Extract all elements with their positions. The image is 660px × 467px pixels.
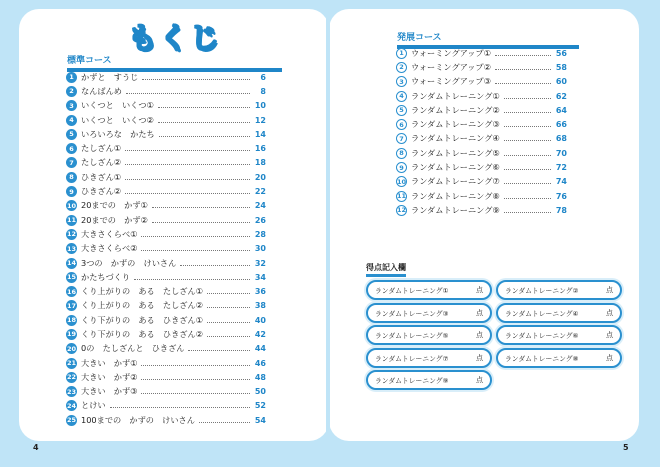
item-number-badge: 24: [66, 401, 77, 410]
toc-item: [66, 299, 266, 313]
item-page-number: 42: [254, 329, 266, 339]
score-entry-label: ランダムトレーニング⑤: [375, 332, 449, 341]
item-number-badge: 17: [66, 301, 77, 310]
score-unit: 点: [476, 308, 483, 317]
dot-leader: [158, 107, 250, 108]
item-page-number: 60: [555, 77, 567, 87]
item-page-number: 68: [555, 134, 567, 144]
item-title: いくつと いくつ②: [81, 114, 154, 125]
dot-leader: [207, 293, 250, 294]
item-title: たしざん②: [81, 157, 122, 168]
item-page-number: 58: [555, 62, 567, 72]
item-page-number: 78: [555, 205, 567, 215]
item-title: ランダムトレーニング①: [411, 90, 500, 101]
item-number-badge: 8: [66, 172, 77, 183]
item-number-badge: 23: [66, 387, 77, 396]
toc-item: [66, 184, 266, 198]
item-page-number: 64: [555, 105, 567, 115]
item-title: 20までの かず②: [81, 214, 148, 225]
toc-item: [396, 203, 567, 217]
toc-item: [66, 213, 266, 227]
dot-leader: [141, 379, 250, 380]
toc-item: [66, 356, 266, 370]
advanced-course-heading-text: 発展コース: [397, 33, 442, 43]
item-page-number: 54: [254, 415, 266, 425]
item-page-number: 6: [260, 72, 266, 82]
toc-item: [66, 327, 266, 341]
item-title: 3つの かずの けいさん: [81, 257, 177, 268]
toc-item: [66, 385, 266, 399]
item-title: ランダムトレーニング⑥: [411, 162, 500, 173]
dot-leader: [199, 422, 250, 423]
item-page-number: 46: [254, 358, 266, 368]
toc-item: [66, 99, 266, 113]
score-section-heading: [366, 262, 406, 277]
dot-leader: [141, 250, 250, 251]
item-page-number: 40: [254, 315, 266, 325]
dot-leader: [504, 212, 551, 213]
dot-leader: [207, 336, 250, 337]
item-page-number: 70: [555, 148, 567, 158]
dot-leader: [180, 265, 250, 266]
score-entry-box[interactable]: [496, 325, 622, 345]
toc-item: [396, 60, 567, 74]
item-number-badge: 21: [66, 359, 77, 368]
item-number-badge: 6: [396, 119, 407, 130]
item-number-badge: 4: [396, 91, 407, 102]
item-number-badge: 18: [66, 316, 77, 325]
score-entry-label: ランダムトレーニング①: [375, 287, 449, 295]
item-title: ウォーミングアップ③: [411, 76, 491, 87]
toc-item: [396, 46, 567, 60]
item-number-badge: 11: [396, 192, 407, 201]
toc-item: [396, 189, 567, 203]
item-number-badge: 12: [66, 230, 77, 239]
item-number-badge: 7: [66, 157, 77, 168]
item-page-number: 76: [555, 191, 567, 201]
dot-leader: [152, 207, 250, 208]
item-number-badge: 4: [66, 115, 77, 126]
item-title: ひきざん①: [81, 171, 122, 182]
score-entry-box[interactable]: [496, 303, 622, 323]
dot-leader: [207, 322, 250, 323]
item-number-badge: 3: [66, 100, 77, 111]
item-title: くり上がりの ある たしざん②: [81, 300, 203, 311]
item-number-badge: 2: [66, 86, 77, 97]
dot-leader: [504, 155, 551, 156]
item-title: 100までの かずの けいさん: [81, 414, 195, 425]
page-gutter: [326, 9, 330, 441]
item-page-number: 20: [254, 172, 266, 182]
dot-leader: [125, 150, 250, 151]
item-number-badge: 5: [396, 105, 407, 116]
toc-item: [66, 227, 266, 241]
dot-leader: [504, 112, 551, 113]
item-number-badge: 11: [66, 216, 77, 225]
item-number-badge: 9: [396, 162, 407, 173]
dot-leader: [495, 55, 551, 56]
item-title: 大きさくらべ②: [81, 243, 138, 254]
toc-item: [396, 103, 567, 117]
toc-item: [66, 413, 266, 427]
item-title: くり上がりの ある たしざん①: [81, 286, 203, 297]
score-unit: 点: [606, 331, 613, 340]
dot-leader: [158, 122, 250, 123]
item-page-number: 18: [254, 158, 266, 168]
dot-leader: [504, 183, 551, 184]
score-entry-box[interactable]: [496, 348, 622, 368]
item-number-badge: 13: [66, 244, 77, 253]
score-entry-box[interactable]: [366, 325, 492, 345]
score-unit: 点: [606, 308, 613, 317]
item-title: ひきざん②: [81, 186, 122, 197]
score-entry-label: ランダムトレーニング⑦: [375, 354, 449, 363]
item-number-badge: 16: [66, 287, 77, 296]
score-entry-box[interactable]: [366, 303, 492, 323]
item-page-number: 74: [555, 177, 567, 187]
toc-item: [66, 141, 266, 155]
toc-item: [396, 117, 567, 131]
score-unit: 点: [476, 331, 483, 340]
dot-leader: [152, 222, 250, 223]
item-title: 0の たしざんと ひきざん: [81, 343, 185, 354]
item-page-number: 28: [254, 229, 266, 239]
score-entry-label: ランダムトレーニング④: [505, 309, 579, 318]
item-page-number: 14: [254, 129, 266, 139]
score-entry-label: ランダムトレーニング⑧: [505, 354, 579, 363]
item-title: ウォーミングアップ②: [411, 61, 491, 72]
score-unit: 点: [476, 286, 483, 294]
toc-item: [66, 313, 266, 327]
item-title: とけい: [81, 400, 106, 411]
item-title: 大きい かず③: [81, 386, 138, 397]
item-number-badge: 9: [66, 186, 77, 197]
item-page-number: 10: [254, 101, 266, 111]
item-page-number: 38: [254, 301, 266, 311]
score-entry-label: ランダムトレーニング⑨: [375, 377, 449, 386]
item-page-number: 56: [555, 48, 567, 58]
item-number-badge: 1: [66, 72, 77, 83]
dot-leader: [125, 179, 250, 180]
score-unit: 点: [476, 376, 483, 385]
score-entry-label: ランダムトレーニング③: [375, 309, 449, 318]
item-page-number: 24: [254, 201, 266, 211]
item-title: くり下がりの ある ひきざん①: [81, 314, 203, 325]
dot-leader: [142, 79, 250, 80]
item-title: 20までの かず①: [81, 200, 148, 211]
item-page-number: 26: [254, 215, 266, 225]
toc-item: [66, 399, 266, 413]
item-number-badge: 1: [396, 48, 407, 59]
item-page-number: 62: [555, 91, 567, 101]
dot-leader: [159, 136, 250, 137]
item-title: ランダムトレーニング⑧: [411, 190, 500, 201]
toc-item: [396, 160, 567, 174]
dot-leader: [141, 236, 250, 237]
score-unit: 点: [476, 353, 483, 362]
dot-leader: [125, 164, 250, 165]
item-page-number: 72: [555, 163, 567, 173]
score-unit: 点: [606, 286, 613, 294]
item-number-badge: 10: [396, 177, 407, 186]
dot-leader: [504, 98, 551, 99]
item-page-number: 50: [254, 387, 266, 397]
dot-leader: [495, 83, 551, 84]
score-section-heading-text: 得点記入欄: [366, 263, 406, 272]
score-entry-box[interactable]: [366, 280, 492, 300]
item-page-number: 32: [254, 258, 266, 268]
item-title: ランダムトレーニング③: [411, 119, 500, 130]
toc-item: [66, 256, 266, 270]
page-title: もくじ: [128, 21, 222, 55]
advanced-course-list: [396, 46, 567, 218]
item-title: いろいろな かたち: [81, 128, 155, 139]
item-title: 大きさくらべ①: [81, 228, 138, 239]
item-title: ランダムトレーニング⑨: [411, 204, 500, 215]
item-title: いくつと いくつ①: [81, 100, 154, 111]
toc-item: [66, 242, 266, 256]
toc-item: [66, 170, 266, 184]
item-title: 大きい かず①: [81, 357, 138, 368]
item-number-badge: 10: [66, 201, 77, 210]
item-title: ランダムトレーニング②: [411, 104, 500, 115]
item-number-badge: 14: [66, 259, 77, 267]
item-page-number: 30: [254, 244, 266, 254]
score-unit: 点: [606, 353, 613, 362]
item-title: ランダムトレーニング⑦: [411, 176, 500, 187]
toc-item: [66, 113, 266, 127]
score-entry-box[interactable]: [366, 348, 492, 368]
toc-item: [396, 175, 567, 189]
item-page-number: 66: [555, 120, 567, 130]
dot-leader: [141, 365, 250, 366]
item-number-badge: 2: [396, 62, 407, 73]
score-entry-box[interactable]: [496, 280, 622, 300]
item-page-number: 52: [254, 401, 266, 411]
toc-item: [66, 370, 266, 384]
score-entry-label: ランダムトレーニング②: [505, 287, 579, 295]
dot-leader: [188, 350, 250, 351]
item-page-number: 12: [254, 115, 266, 125]
item-page-number: 22: [254, 187, 266, 197]
toc-item: [396, 132, 567, 146]
item-title: たしざん①: [81, 143, 122, 154]
item-title: なんばんめ: [81, 85, 122, 96]
item-page-number: 48: [254, 372, 266, 382]
toc-item: [66, 342, 266, 356]
item-number-badge: 22: [66, 373, 77, 382]
standard-course-heading-text: 標準コース: [67, 56, 112, 66]
item-number-badge: 7: [396, 133, 407, 144]
toc-item: [66, 270, 266, 284]
item-page-number: 8: [260, 86, 266, 96]
item-number-badge: 15: [66, 273, 77, 282]
dot-leader: [134, 279, 250, 280]
dot-leader: [126, 93, 250, 94]
item-number-badge: 3: [396, 76, 407, 87]
toc-item: [66, 199, 266, 213]
item-number-badge: 8: [396, 148, 407, 159]
toc-item: [66, 70, 266, 84]
dot-leader: [504, 140, 551, 141]
item-page-number: 44: [254, 344, 266, 354]
dot-leader: [207, 307, 250, 308]
item-title: ウォーミングアップ①: [411, 47, 491, 58]
toc-item: [396, 75, 567, 89]
page-number-left: 4: [33, 443, 39, 452]
item-title: かずと すうじ: [81, 71, 139, 82]
dot-leader: [125, 193, 250, 194]
toc-item: [396, 89, 567, 103]
toc-item: [66, 284, 266, 298]
item-title: ランダムトレーニング⑤: [411, 147, 500, 158]
dot-leader: [504, 126, 551, 127]
dot-leader: [504, 198, 551, 199]
toc-item: [66, 156, 266, 170]
item-title: くり下がりの ある ひきざん②: [81, 328, 203, 339]
item-number-badge: 20: [66, 344, 77, 353]
item-number-badge: 12: [396, 206, 407, 215]
item-page-number: 16: [254, 144, 266, 154]
toc-item: [66, 127, 266, 141]
item-number-badge: 25: [66, 416, 77, 425]
dot-leader: [110, 407, 250, 408]
item-number-badge: 6: [66, 143, 77, 154]
toc-item: [396, 146, 567, 160]
item-page-number: 36: [254, 287, 266, 297]
score-entry-box[interactable]: [366, 370, 492, 390]
toc-item: [66, 84, 266, 98]
item-title: 大きい かず②: [81, 371, 138, 382]
score-entry-label: ランダムトレーニング⑥: [505, 332, 579, 341]
item-page-number: 34: [254, 272, 266, 282]
item-number-badge: 5: [66, 129, 77, 140]
item-title: かたちづくり: [81, 271, 131, 282]
item-title: ランダムトレーニング④: [411, 133, 500, 144]
dot-leader: [504, 169, 551, 170]
item-number-badge: 19: [66, 330, 77, 339]
dot-leader: [495, 69, 551, 70]
standard-course-list: [66, 70, 266, 427]
page-number-right: 5: [623, 443, 629, 452]
dot-leader: [141, 393, 250, 394]
